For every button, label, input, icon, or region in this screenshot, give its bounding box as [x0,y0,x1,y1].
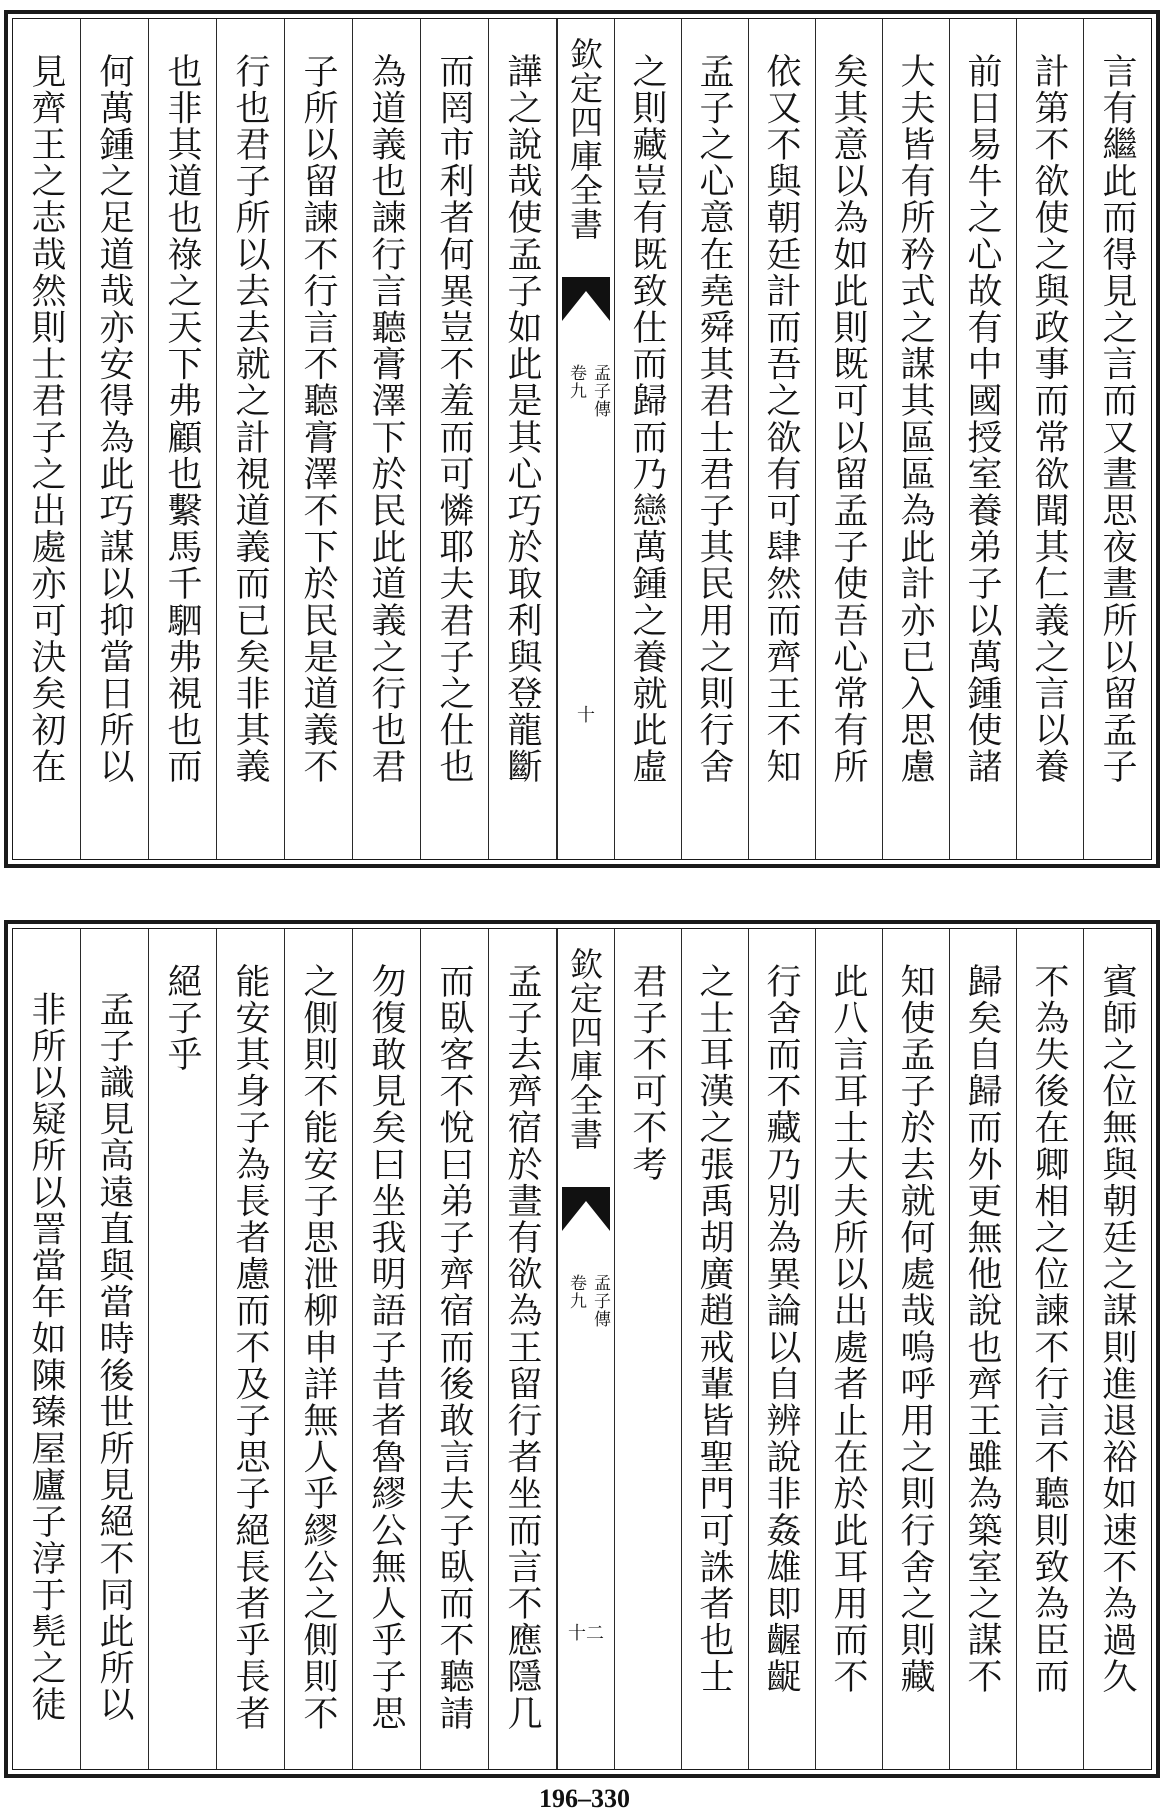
center-title: 欽定四庫全書 [565,947,604,1151]
text-column [682,929,749,1769]
center-book-title: 孟子傳 [590,1274,610,1328]
center-fold-column [557,929,615,1769]
column-text: 為道義也諫行言聽膏澤下於民此道義之行也君 [366,53,406,785]
text-column [749,929,816,1769]
text-column [816,19,883,859]
top-page [0,0,1169,868]
text-column [285,19,353,859]
center-title: 欽定四庫全書 [565,37,604,241]
text-column [421,19,489,859]
center-volume: 卷九 [566,364,586,400]
column-text: 見齊王之志哉然則士君子之出處亦可決矣初在 [26,53,66,785]
text-column [217,929,285,1769]
column-text: 不為失後在卿相之位諫不行言不聽則致為臣而 [1029,963,1069,1695]
column-text: 君子不可不考 [627,963,667,1183]
text-column [13,929,81,1769]
text-column [950,929,1017,1769]
column-text: 絕子乎 [162,963,202,1073]
column-text: 非所以疑所以詈當年如陳臻屋廬子淳于髡之徒 [26,991,66,1723]
text-column [749,19,816,859]
text-column [682,19,749,859]
text-column [1084,929,1151,1769]
column-text: 之側則不能安子思泄柳申詳無人乎繆公之側則不 [298,963,338,1732]
bottom-inner-frame [12,928,1152,1770]
text-column [950,19,1017,859]
text-column [883,929,950,1769]
top-inner-frame [12,18,1152,860]
text-column [1084,19,1151,859]
column-text: 行也君子所以去去就之計視道義而已矣非其義 [230,53,270,785]
fishtail-mark [562,277,610,321]
text-column [81,929,149,1769]
text-column [149,929,217,1769]
column-text: 矣其意以為如此則既可以留孟子使吾心常有所 [828,53,868,785]
column-text: 而罔市利者何異豈不羞而可憐耶夫君子之仕也 [434,53,474,785]
center-leaf-number: 十 [577,705,595,726]
column-text: 何萬鍾之足道哉亦安得為此巧謀以抑當日所以 [94,53,134,785]
column-text: 孟子之心意在堯舜其君士君子其民用之則行舍 [694,53,734,785]
text-column [13,19,81,859]
column-text: 孟子識見高遠直與當時後世所見絕不同此所以 [94,991,134,1723]
text-column [1017,929,1084,1769]
column-text: 能安其身子為長者慮而不及子思子絕長者乎長者 [230,963,270,1732]
column-text: 而臥客不悅曰弟子齊宿而後敢言夫子臥而不聽請 [434,963,474,1732]
text-column [816,929,883,1769]
text-column [217,19,285,859]
column-text: 歸矣自歸而外更無他說也齊王雖為築室之謀不 [962,963,1002,1695]
column-text: 孟子去齊宿於晝有欲為王留行者坐而言不應隱几 [502,963,542,1732]
text-column [489,19,557,859]
column-text: 譁之說哉使孟子如此是其心巧於取利與登龍斷 [502,53,542,785]
column-text: 行舍而不藏乃別為異論以自辨說非姦雄即齷齪 [761,963,801,1695]
column-text: 知使孟子於去就何處哉嗚呼用之則行舍之則藏 [895,963,935,1695]
column-text: 言有繼此而得見之言而又晝思夜晝所以留孟子 [1097,53,1137,785]
text-column [615,929,682,1769]
column-text: 之士耳漢之張禹胡廣趙戒輩皆聖門可誅者也士 [694,963,734,1695]
column-text: 前日易牛之心故有中國授室養弟子以萬鍾使諸 [962,53,1002,785]
column-text: 子所以留諫不行言不聽膏澤不下於民是道義不 [298,53,338,785]
text-column [489,929,557,1769]
text-column [1017,19,1084,859]
column-text: 賓師之位無與朝廷之謀則進退裕如速不為過久 [1097,963,1137,1695]
bottom-page [0,920,1169,1780]
text-column [81,19,149,859]
page-number: 196–330 [539,1784,630,1813]
column-text: 之則藏豈有既致仕而歸而乃戀萬鍾之養就此虛 [627,53,667,785]
center-leaf-number: 十二 [568,1623,604,1644]
text-column [353,19,421,859]
center-volume: 卷九 [566,1274,586,1310]
text-column [353,929,421,1769]
fishtail-mark [562,1187,610,1231]
column-text: 大夫皆有所矜式之謀其區區為此計亦已入思慮 [895,53,935,785]
column-text: 也非其道也祿之天下弗顧也繫馬千駟弗視也而 [162,53,202,785]
column-text: 此八言耳士大夫所以出處者止在於此耳用而不 [828,963,868,1695]
text-column [883,19,950,859]
text-column [285,929,353,1769]
text-column [149,19,217,859]
center-book-title: 孟子傳 [590,364,610,418]
text-column [615,19,682,859]
text-column [421,929,489,1769]
column-text: 計第不欲使之與政事而常欲聞其仁義之言以養 [1029,53,1069,785]
column-text: 勿復敢見矣曰坐我明語子昔者魯繆公無人乎子思 [366,963,406,1732]
column-text: 依又不與朝廷計而吾之欲有可肆然而齊王不知 [761,53,801,785]
center-fold-column [557,19,615,859]
